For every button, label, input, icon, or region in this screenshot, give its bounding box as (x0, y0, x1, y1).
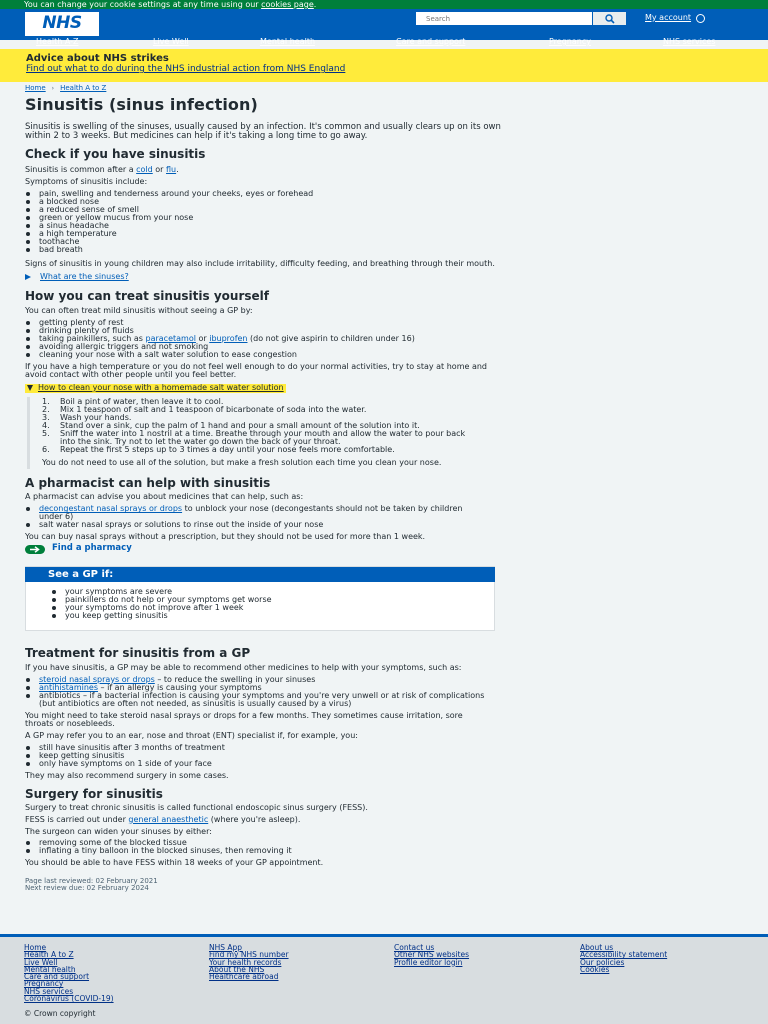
nav-live-well[interactable]: Live Well (153, 37, 189, 46)
step-number: 5. (42, 429, 50, 439)
step-number: 4. (42, 421, 50, 431)
triangle-down-icon (27, 385, 33, 391)
breadcrumb-health-a-to-z[interactable]: Health A to Z (60, 84, 107, 93)
step-text: Stand over a sink, cup the palm of 1 hand and pour a small amount of the solution into it. (60, 421, 420, 431)
sinuses-details-label[interactable]: What are the sinuses? (40, 272, 129, 281)
paracetamol-link[interactable]: paracetamol (145, 333, 196, 343)
list-item: bad breath (25, 246, 743, 254)
step-text: Repeat the first 5 steps up to 3 times a day until your nose feels more comfortable. (60, 445, 395, 455)
footer-link[interactable]: Our policies (580, 957, 625, 967)
pharmacist-intro: A pharmacist can advise you about medicines that can help, such as: (25, 492, 304, 502)
triangle-right-icon (25, 274, 31, 280)
check-intro-text: Sinusitis is common after a (25, 165, 137, 174)
cold-link[interactable]: cold (136, 165, 153, 174)
salt-water-details-label: How to clean your nose with a homemade salt water solution (38, 382, 284, 392)
list-item: only have symptoms on 1 side of your face (25, 760, 743, 768)
salt-water-details (25, 384, 743, 469)
list-item: your symptoms are severe (51, 588, 494, 596)
ibuprofen-link[interactable]: ibuprofen (209, 333, 248, 343)
list-item: drinking plenty of fluids (25, 327, 495, 335)
list-item: your symptoms do not improve after 1 week (51, 604, 494, 612)
next-review-due: Next review due: 02 February 2024 (25, 883, 149, 892)
footer-link[interactable]: About us (580, 943, 614, 952)
footer-link[interactable]: Mental health (24, 964, 76, 974)
nav-health-az[interactable]: Health A-Z (36, 37, 79, 46)
search-button[interactable] (592, 12, 626, 25)
step-text: Boil a pint of water, then leave it to cool. (60, 397, 224, 407)
painkillers-or: or (195, 333, 210, 343)
see-gp-list (26, 582, 494, 630)
list-item: you keep getting sinusitis (51, 612, 494, 620)
cookies-page-link[interactable]: cookies page (261, 0, 314, 9)
footer-link[interactable]: Contact us (394, 943, 435, 952)
steroid-note: You might need to take steroid nasal sprays or drops for a few months. They sometimes cause irritation, sore throats or nosebleeds. (25, 710, 463, 728)
nasal-spray-note: You can buy nasal sprays without a prescription, but they should not be used for more than 1 week. (25, 532, 426, 542)
footer-link[interactable]: NHS App (209, 943, 243, 952)
treat-list (25, 319, 495, 359)
footer-column-4 (580, 944, 667, 973)
steroid-sprays-text: – to reduce the swelling in your sinuses (154, 674, 316, 684)
see-gp-callout (25, 566, 495, 631)
strike-banner-title: Advice about NHS strikes (26, 53, 169, 64)
my-account-label: My account (645, 13, 692, 23)
symptoms-intro: Symptoms of sinusitis include: (25, 177, 148, 186)
high-temperature-note: If you have a high temperature or you do not feel well enough to do your normal activities, try to stay at home and avoid contact with other people until you feel better. (25, 361, 488, 379)
list-item: a high temperature (25, 230, 743, 238)
arrow-right-icon (25, 545, 45, 554)
footer-column-3 (394, 944, 469, 966)
footer-link[interactable]: Profile editor login (394, 957, 463, 967)
fess-anaesthetic (25, 816, 743, 824)
check-intro-dot: . (176, 165, 179, 174)
page-last-reviewed: Page last reviewed: 02 February 2021 (25, 876, 158, 885)
find-pharmacy-link[interactable] (25, 544, 743, 554)
flu-link[interactable]: flu (166, 165, 177, 174)
decongestant-text: to unblock your nose (decongestants should not be taken by children under 6) (39, 504, 463, 522)
footer-link[interactable]: Live Well (24, 957, 58, 967)
search-form (416, 12, 626, 25)
footer-link[interactable]: Accessibility statement (580, 950, 668, 960)
step-number: 1. (42, 397, 50, 407)
ent-referral: A GP may refer you to an ear, nose and throat (ENT) specialist if, for example, you: (25, 730, 358, 740)
account-icon (696, 14, 705, 23)
nhs-logo-text: NHS (42, 13, 82, 34)
step-text: Wash your hands. (60, 413, 132, 423)
list-item: removing some of the blocked tissue (25, 839, 743, 847)
list-item: a blocked nose (25, 198, 743, 206)
cookie-banner-suffix: . (313, 0, 317, 9)
footer-link[interactable]: Other NHS websites (394, 950, 470, 960)
check-intro-or: or (152, 165, 167, 174)
fess-suffix: (where you're asleep). (208, 814, 301, 824)
step-text: Mix 1 teaspoon of salt and 1 teaspoon of bicarbonate of soda into the water. (60, 405, 367, 415)
nav-pregnancy[interactable]: Pregnancy (549, 37, 591, 46)
cookie-banner-text: You can change your cookie settings at any time using our (24, 0, 262, 9)
fess-text: FESS is carried out under (25, 814, 129, 824)
breadcrumb-chevron-icon: › (51, 84, 55, 92)
salt-water-details-body (27, 397, 743, 469)
list-item: cleaning your nose with a salt water solution to ease congestion (25, 351, 495, 359)
site-header (0, 9, 768, 46)
my-account-link[interactable] (645, 14, 705, 23)
see-gp-heading: See a GP if: (25, 567, 495, 582)
check-heading: Check if you have sinusitis (25, 147, 206, 161)
step-number: 3. (42, 413, 50, 423)
footer-link[interactable]: Your health records (209, 957, 282, 967)
footer-link[interactable]: Health A to Z (24, 950, 74, 960)
antihistamines-text: – if an allergy is causing your symptoms (98, 682, 262, 692)
gp-treatment-heading: Treatment for sinusitis from a GP (25, 645, 251, 660)
step-number: 6. (42, 445, 50, 455)
site-footer (0, 934, 768, 1024)
gp-treatment-intro: If you have sinusitis, a GP may be able to recommend other medicines to help with your symptoms, such as: (25, 662, 462, 672)
list-item: a reduced sense of smell (25, 206, 743, 214)
list-item: inflating a tiny balloon in the blocked sinuses, then removing it (25, 847, 743, 855)
surgery-note: They may also recommend surgery in some cases. (25, 770, 229, 780)
footer-column-2 (209, 944, 289, 980)
pharmacist-list (25, 505, 485, 529)
gp-treatment-list (25, 676, 485, 708)
search-input[interactable] (416, 12, 592, 25)
list-item (25, 505, 485, 521)
list-item: pain, swelling and tenderness around your cheeks, eyes or forehead (25, 190, 743, 198)
list-item: keep getting sinusitis (25, 752, 743, 760)
list-item: green or yellow mucus from your nose (25, 214, 743, 222)
painkillers-note: (do not give aspirin to children under 16) (247, 333, 415, 343)
widen-intro: The surgeon can widen your sinuses by either: (25, 826, 212, 836)
list-item (42, 446, 482, 454)
list-item: a sinus headache (25, 222, 743, 230)
surgery-intro: Surgery to treat chronic sinusitis is called functional endoscopic sinus surgery (FESS). (25, 802, 368, 812)
surgery-heading: Surgery for sinusitis (25, 786, 163, 801)
painkillers-text: taking painkillers, such as (39, 333, 146, 343)
footer-link[interactable]: Cookies (580, 964, 610, 974)
list-item: antibiotics – if a bacterial infection is causing your symptoms and you're very unwell or at risk of complications (but antibiotics are often not needed, as sinusitis is usually caused by a virus) (25, 692, 485, 708)
pharmacist-heading: A pharmacist can help with sinusitis (25, 476, 271, 491)
nav-nhs-services[interactable]: NHS services (663, 37, 716, 46)
find-pharmacy-label: Find a pharmacy (52, 543, 132, 554)
footer-link[interactable]: Find my NHS number (209, 950, 289, 960)
salt-water-note: You do not need to use all of the solution, but make a fresh solution each time you clean your nose. (42, 458, 442, 468)
footer-link[interactable]: Coronavirus (COVID-19) (24, 994, 114, 1004)
check-intro (25, 166, 743, 174)
nav-care-support[interactable]: Care and support (396, 37, 466, 46)
main-content (0, 85, 768, 892)
step-number: 2. (42, 405, 50, 415)
footer-link[interactable]: Pregnancy (24, 979, 64, 989)
lead-paragraph: Sinusitis is swelling of the sinuses, usually caused by an infection. It's common and usually clears up on its own within 2 to 3 weeks. But medicines can help if it's taking a long time to go away. (25, 122, 501, 141)
list-item: toothache (25, 238, 743, 246)
widen-list (25, 839, 743, 855)
search-icon (605, 14, 615, 24)
list-item (42, 430, 482, 446)
list-item: painkillers do not help or your symptoms get worse (51, 596, 494, 604)
salt-water-steps (42, 398, 482, 454)
children-symptoms: Signs of sinusitis in young children may also include irritability, difficulty feeding, and breathing through their mouth. (25, 259, 495, 268)
main-nav (0, 35, 768, 49)
treat-intro: You can often treat mild sinusitis without seeing a GP by: (25, 305, 253, 315)
strike-banner (0, 49, 768, 82)
treat-heading: How you can treat sinusitis yourself (25, 288, 269, 303)
ent-list (25, 744, 743, 768)
footer-link[interactable]: NHS services (24, 986, 74, 996)
nav-mental-health[interactable]: Mental health (260, 37, 316, 46)
decongestant-link[interactable]: decongestant nasal sprays or drops (39, 504, 183, 514)
list-item: salt water nasal sprays or solutions to rinse out the inside of your nose (25, 521, 485, 529)
sinuses-details-toggle[interactable] (25, 273, 743, 282)
footer-link[interactable]: Care and support (24, 972, 90, 982)
footer-column-1 (24, 944, 114, 1002)
list-item: still have sinusitis after 3 months of treatment (25, 744, 743, 752)
breadcrumb (25, 85, 743, 93)
footer-link[interactable]: About the NHS (209, 964, 265, 974)
antihistamines-link[interactable]: antihistamines (39, 682, 99, 692)
strike-banner-link[interactable]: Find out what to do during the NHS industrial action from NHS England (26, 64, 346, 75)
list-item: avoiding allergic triggers and not smoking (25, 343, 495, 351)
cookie-banner (0, 0, 768, 9)
footer-link[interactable]: Healthcare abroad (209, 972, 279, 982)
salt-water-details-toggle[interactable] (25, 384, 286, 393)
copyright: © Crown copyright (24, 1009, 96, 1018)
list-item: getting plenty of rest (25, 319, 495, 327)
footer-link[interactable]: Home (24, 943, 47, 952)
step-text: Sniff the water into 1 nostril at a time. Breathe through your mouth and allow the water to pour back into the sink. Try not to let the water go down the back of your throat. (60, 429, 466, 447)
symptoms-list (25, 190, 743, 254)
steroid-sprays-link[interactable]: steroid nasal sprays or drops (39, 674, 155, 684)
breadcrumb-home[interactable]: Home (25, 84, 46, 93)
general-anaesthetic-link[interactable]: general anaesthetic (128, 814, 209, 824)
nhs-logo[interactable] (25, 12, 99, 36)
fess-weeks: You should be able to have FESS within 18 weeks of your GP appointment. (25, 857, 324, 867)
page-title: Sinusitis (sinus infection) (25, 95, 258, 114)
